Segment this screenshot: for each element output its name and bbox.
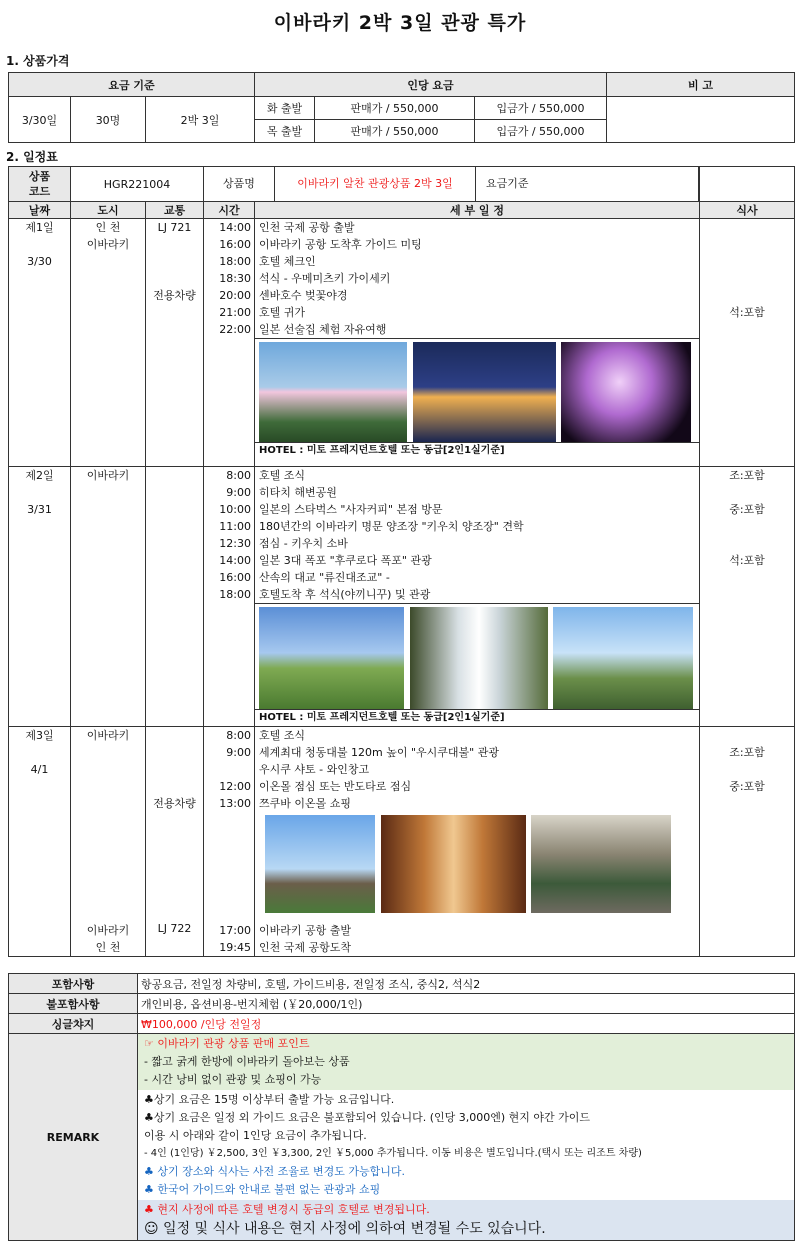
day3-time-cell (204, 727, 255, 957)
day1-time: 22:00 (219, 323, 251, 336)
day2-time: 14:00 (219, 554, 251, 567)
included-label: 포함사항 (9, 974, 138, 994)
day2-item: 180년간의 이바라키 명문 양조장 "키우치 양조장" 견학 (259, 520, 524, 533)
day3-item: 이온몰 점심 또는 반도타로 점심 (259, 780, 412, 793)
day2-meal: 조:포함 (729, 469, 765, 482)
day3-end-time: 19:45 (219, 941, 251, 954)
section-price-heading: 1. 상품가격 (6, 54, 70, 68)
day1-hotel: HOTEL : 미토 프레지던트호텔 또는 동급[2인1실기준] (255, 442, 699, 459)
day3-date: 4/1 (30, 763, 49, 776)
section-itinerary-heading: 2. 일정표 (6, 150, 58, 164)
remark-label: REMARK (9, 1034, 138, 1241)
price-pax: 30명 (71, 97, 146, 143)
day1-time: 18:00 (219, 255, 251, 268)
remark-line: ♣상기 요금은 15명 이상부터 출발 가능 요금입니다. (144, 1093, 395, 1106)
remark-red-line: ♣ 현지 사정에 따른 호텔 변경시 동급의 호텔로 변경됩니다. (144, 1203, 430, 1216)
day3-time: 13:00 (219, 797, 251, 810)
price-note (607, 97, 795, 143)
product-code: HGR221004 (71, 167, 204, 202)
day1-flight: LJ 721 (157, 221, 192, 234)
day2-city-cell (71, 467, 146, 727)
day3-label: 제3일 (25, 729, 54, 742)
day1-time: 18:30 (219, 272, 251, 285)
night-lake-photo (413, 342, 556, 442)
day2-city-1: 이바라키 (86, 469, 130, 482)
day3-transport-cell (146, 727, 204, 957)
col-transport: 교통 (146, 202, 204, 219)
remark-blue-line: ♣ 한국어 가이드와 안내로 불편 없는 관광과 쇼핑 (144, 1183, 381, 1196)
day1-time: 14:00 (219, 221, 251, 234)
remark-final-line: ☺ 일정 및 식사 내용은 현지 사정에 의하여 변경될 수도 있습니다. (144, 1221, 546, 1237)
remark-blue-line: ♣ 상기 장소와 식사는 사전 조율로 변경도 가능합니다. (144, 1165, 405, 1178)
day2-item: 히타치 해변공원 (259, 486, 337, 499)
day1-item: 센바호수 벚꽃야경 (259, 289, 348, 302)
day2-hotel: HOTEL : 미토 프레지던트호텔 또는 동급[2인1실기준] (255, 709, 699, 726)
shopping-mall-photo (531, 815, 671, 913)
day3-details-cell (255, 727, 700, 957)
single-charge-value: ₩100,000 /인당 전일정 (138, 1014, 795, 1034)
day3-end-time: 17:00 (219, 924, 251, 937)
day1-time: 20:00 (219, 289, 251, 302)
day1-city-1: 인 천 (95, 221, 121, 234)
remark-line: ♣상기 요금은 일정 외 가이드 요금은 불포함되어 있습니다. (인당 3,000엔) 현지 야간 가이드 (144, 1111, 591, 1124)
day2-time: 11:00 (219, 520, 251, 533)
excluded-label: 불포함사항 (9, 994, 138, 1014)
itinerary-table (8, 166, 795, 957)
day2-item: 점심 - 키우치 소바 (259, 537, 348, 550)
day3-item: 호텔 조식 (259, 729, 306, 742)
day3-meal-cell (700, 727, 795, 957)
waterfall-photo (410, 607, 548, 709)
price-basis-header: 요금 기준 (9, 73, 255, 97)
day3-end-item: 이바라키 공항 출발 (259, 924, 352, 937)
day1-vehicle: 전용차량 (153, 289, 196, 302)
day2-time: 12:30 (219, 537, 251, 550)
day3-item: 세계최대 청동대불 120m 높이 "우시쿠대불" 관광 (259, 746, 499, 759)
fare-basis-value (700, 167, 795, 202)
day3-vehicle: 전용차량 (153, 797, 196, 810)
page-title: 이바라키 2박 3일 관광 특가 (273, 12, 527, 34)
day3-time (207, 761, 251, 778)
remark-point: - 시간 낭비 없이 관광 및 쇼핑이 가능 (144, 1073, 322, 1086)
col-city: 도시 (71, 202, 146, 219)
day1-item: 호텔 체크인 (259, 255, 316, 268)
day2-time: 9:00 (226, 486, 251, 499)
day2-time: 16:00 (219, 571, 251, 584)
day2-item: 호텔도착 후 석식(야끼니꾸) 및 관광 (259, 588, 431, 601)
day2-time-cell (204, 467, 255, 727)
day1-meal: 석:포함 (729, 306, 765, 319)
single-charge-label: 싱글챠지 (9, 1014, 138, 1034)
price-sale-2: 판매가 / 550,000 (315, 120, 475, 143)
day1-item: 인천 국제 공항 출발 (259, 221, 355, 234)
day2-time: 8:00 (226, 469, 251, 482)
day3-time: 9:00 (226, 746, 251, 759)
day1-city-cell (71, 219, 146, 467)
day3-date-cell (9, 727, 71, 957)
product-name-label: 상품명 (204, 167, 275, 201)
day1-meal-cell (700, 219, 795, 467)
day1-item: 이바라키 공항 도착후 가이드 미팅 (259, 238, 422, 251)
day3-item: 쯔쿠바 이온몰 쇼핑 (259, 797, 352, 810)
day3-time: 12:00 (219, 780, 251, 793)
col-details: 세 부 일 정 (255, 202, 700, 219)
remark-content (138, 1034, 795, 1241)
day1-city-2: 이바라키 (86, 238, 130, 251)
product-name: 이바라키 알찬 관광상품 2박 3일 (275, 167, 476, 201)
day2-transport-cell (146, 467, 204, 727)
col-meal: 식사 (700, 202, 795, 219)
suspension-bridge-photo (553, 607, 693, 709)
day2-meal-cell (700, 467, 795, 727)
seaside-park-photo (259, 607, 404, 709)
product-code-label: 상품 코드 (9, 167, 71, 202)
fare-basis-label: 요금기준 (476, 167, 699, 201)
day2-item: 일본의 스타벅스 "사자커피" 본점 방문 (259, 503, 443, 516)
included-value: 항공요금, 전일정 차량비, 호텔, 가이드비용, 전일정 조식, 중식2, 석식2 (138, 974, 795, 994)
day2-meal: 석:포함 (729, 554, 765, 567)
day3-end-item: 인천 국제 공항도착 (259, 941, 352, 954)
day2-date: 3/31 (27, 503, 52, 516)
day3-city-cell (71, 727, 146, 957)
day3-meal: 중:포함 (729, 780, 765, 793)
price-net-1: 입금가 / 550,000 (475, 97, 607, 120)
price-date: 3/30일 (9, 97, 71, 143)
price-duration: 2박 3일 (146, 97, 255, 143)
day3-meal: 조:포함 (729, 746, 765, 759)
day2-meal: 중:포함 (729, 503, 765, 516)
day1-item: 일본 선술집 체험 자유여행 (259, 323, 387, 336)
day1-time-cell (204, 219, 255, 467)
day1-item: 호텔 귀가 (259, 306, 306, 319)
day2-label: 제2일 (25, 469, 54, 482)
day3-end-city-2: 인 천 (95, 941, 121, 954)
price-dep-1: 화 출발 (255, 97, 315, 120)
col-date: 날짜 (9, 202, 71, 219)
day1-time: 16:00 (219, 238, 251, 251)
day2-date-cell (9, 467, 71, 727)
day3-flight: LJ 722 (157, 922, 192, 935)
excluded-value: 개인비용, 옵션비용-번지체험 (￥20,000/1인) (138, 994, 795, 1014)
col-time: 시간 (204, 202, 255, 219)
remark-line: - 4인 (1인당) ￥2,500, 3인 ￥3,300, 2인 ￥5,000 추가됩니다. 이동 비용은 별도입니다.(택시 또는 리조트 차량) (144, 1148, 642, 1159)
day2-details-cell (255, 467, 700, 727)
price-note-header: 비 고 (607, 73, 795, 97)
day2-item: 산속의 대교 "류진대조교" - (259, 571, 390, 584)
remark-point: - 짧고 굵게 한방에 이바라키 돌아보는 상품 (144, 1055, 350, 1068)
day1-date: 3/30 (27, 255, 52, 268)
day1-time: 21:00 (219, 306, 251, 319)
price-net-2: 입금가 / 550,000 (475, 120, 607, 143)
day1-transport-cell (146, 219, 204, 467)
lake-cherry-blossom-photo (259, 342, 407, 442)
night-cherry-blossom-photo (561, 342, 691, 442)
price-dep-2: 목 출발 (255, 120, 315, 143)
day2-item: 호텔 조식 (259, 469, 306, 482)
day1-details-cell (255, 219, 700, 467)
day3-end-city-1: 이바라키 (86, 924, 130, 937)
wine-cellar-photo (381, 815, 526, 913)
day2-time: 18:00 (219, 588, 251, 601)
day2-time: 10:00 (219, 503, 251, 516)
remark-line: 이용 시 아래와 같이 1인당 요금이 추가됩니다. (144, 1129, 367, 1142)
remark-point-title: ☞ 이바라키 관광 상품 판매 포인트 (144, 1037, 310, 1050)
day3-city-1: 이바라키 (86, 729, 130, 742)
great-buddha-photo (265, 815, 375, 913)
day2-item: 일본 3대 폭포 "후쿠로다 폭포" 관광 (259, 554, 432, 567)
day3-time: 8:00 (226, 729, 251, 742)
price-table (8, 72, 795, 143)
day1-item: 석식 - 우메미츠키 가이세키 (259, 272, 391, 285)
day3-item: 우시쿠 샤토 - 와인창고 (259, 763, 370, 776)
info-table (8, 973, 795, 1241)
day1-date-cell (9, 219, 71, 467)
day1-label: 제1일 (25, 221, 54, 234)
price-fee-header: 인당 요금 (255, 73, 607, 97)
price-sale-1: 판매가 / 550,000 (315, 97, 475, 120)
